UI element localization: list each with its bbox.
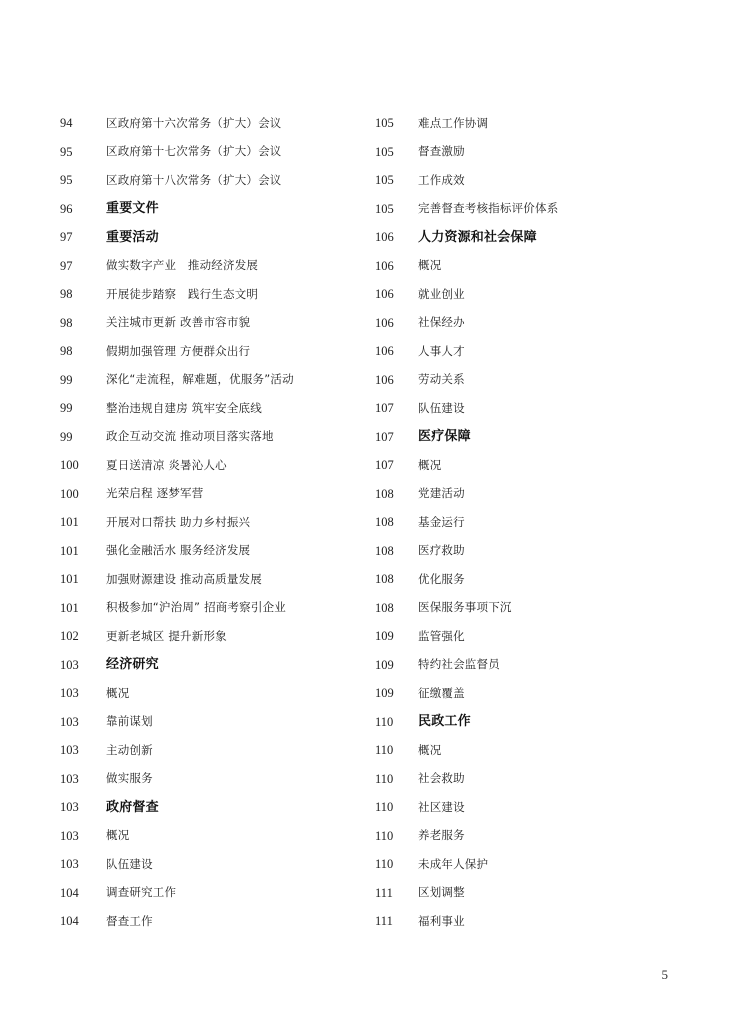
toc-entry [60, 850, 360, 879]
toc-entry-title: 劳动关系 [418, 372, 465, 386]
toc-entry-title: 人事人才 [418, 343, 465, 358]
toc-entry [375, 850, 705, 879]
toc-entry-title: 做实数字产业 推动经济发展 [106, 258, 259, 272]
toc-entry-title: 党建活动 [418, 486, 465, 500]
toc-page-number: 106 [375, 287, 394, 301]
toc-entry-title: 工作成效 [418, 172, 465, 187]
toc-page-number: 106 [375, 372, 394, 387]
toc-entry-title: 养老服务 [418, 828, 465, 842]
toc-page-number: 110 [375, 828, 394, 843]
toc-entry-title: 概况 [106, 828, 130, 842]
toc-page-number: 99 [60, 429, 73, 444]
toc-entry-title: 经济研究 [106, 657, 159, 673]
toc-entry [60, 679, 360, 708]
toc-entry [375, 679, 705, 708]
toc-entry-title: 区政府第十七次常务（扩大）会议 [106, 144, 282, 158]
toc-page-number: 110 [375, 743, 394, 757]
toc-entry [60, 166, 360, 195]
toc-entry [375, 907, 705, 936]
toc-entry-title: 主动创新 [106, 742, 153, 757]
toc-page-number: 110 [375, 714, 394, 729]
toc-entry-title: 调查研究工作 [106, 885, 177, 899]
toc-page-number: 103 [60, 686, 79, 700]
toc-page-number: 108 [375, 572, 394, 586]
toc-entry [60, 822, 360, 851]
toc-page-number: 106 [375, 258, 394, 273]
toc-entry-title: 未成年人保护 [418, 856, 489, 871]
toc-entry [375, 109, 705, 138]
toc-entry [375, 138, 705, 167]
toc-page-number: 100 [60, 486, 79, 501]
toc-section-heading [375, 423, 705, 452]
toc-page-number: 107 [375, 429, 394, 444]
toc-entry-title: 完善督查考核指标评价体系 [418, 201, 559, 215]
toc-entry-title: 医疗救助 [418, 543, 465, 557]
toc-section-heading [60, 195, 360, 224]
toc-page-number: 103 [60, 714, 79, 729]
toc-entry-title: 医保服务事项下沉 [418, 600, 512, 614]
toc-entry [375, 451, 705, 480]
toc-page-number: 98 [60, 315, 73, 330]
toc-entry-title: 特约社会监督员 [418, 657, 500, 671]
toc-entry [60, 594, 360, 623]
toc-entry-title: 监管强化 [418, 628, 465, 643]
toc-entry-title: 加强财源建设 推动高质量发展 [106, 571, 262, 586]
toc-entry-title: 光荣启程 逐梦军营 [106, 486, 204, 500]
toc-section-heading [375, 708, 705, 737]
toc-page-number: 110 [375, 857, 394, 871]
toc-page-number: 103 [60, 771, 79, 786]
toc-entry [60, 765, 360, 794]
toc-page-number: 101 [60, 600, 79, 615]
toc-entry [60, 879, 360, 908]
toc-entry [60, 480, 360, 509]
toc-entry-title: 概况 [418, 742, 442, 757]
toc-entry-title: 更新老城区 提升新形象 [106, 628, 227, 643]
toc-entry [375, 879, 705, 908]
toc-entry [60, 451, 360, 480]
toc-page-number: 96 [60, 201, 73, 216]
toc-entry-title: 概况 [418, 258, 442, 272]
toc-entry-title: 积极参加“沪治周” 招商考察引企业 [106, 600, 286, 614]
toc-page-number: 101 [60, 515, 79, 529]
toc-page-number: 109 [375, 686, 394, 700]
toc-page-number: 108 [375, 600, 394, 615]
toc-entry-title: 督查工作 [106, 913, 153, 928]
toc-page-number: 109 [375, 657, 394, 672]
toc-page-number: 106 [375, 315, 394, 330]
toc-entry-title: 医疗保障 [418, 429, 471, 445]
toc-entry [375, 166, 705, 195]
toc-entry-title: 社保经办 [418, 315, 465, 329]
toc-page-number: 109 [375, 629, 394, 643]
toc-entry [375, 366, 705, 395]
toc-entry [375, 651, 705, 680]
toc-entry [375, 622, 705, 651]
toc-entry-title: 队伍建设 [418, 400, 465, 415]
toc-left-column [60, 109, 360, 936]
toc-page-number: 106 [375, 230, 394, 244]
toc-entry-title: 就业创业 [418, 286, 465, 301]
toc-entry [375, 594, 705, 623]
toc-page-number: 95 [60, 173, 73, 187]
toc-page-number: 98 [60, 287, 73, 301]
page-number: 5 [661, 967, 668, 982]
toc-entry-title: 社区建设 [418, 799, 465, 814]
toc-entry [375, 793, 705, 822]
toc-entry [60, 537, 360, 566]
toc-entry-title: 征缴覆盖 [418, 685, 465, 700]
toc-entry [60, 309, 360, 338]
toc-page-number: 106 [375, 344, 394, 358]
toc-entry-title: 概况 [106, 685, 130, 700]
toc-entry-title: 开展徒步踏察 践行生态文明 [106, 286, 259, 301]
toc-entry [60, 337, 360, 366]
toc-section-heading [60, 223, 360, 252]
toc-entry [60, 708, 360, 737]
toc-entry [60, 366, 360, 395]
toc-entry-title: 优化服务 [418, 571, 465, 586]
toc-page-number: 103 [60, 828, 79, 843]
toc-page-number: 97 [60, 230, 73, 244]
toc-section-heading [60, 793, 360, 822]
toc-page-number: 105 [375, 116, 394, 130]
toc-page-number: 110 [375, 800, 394, 814]
toc-page-number: 108 [375, 543, 394, 558]
toc-entry-title: 区划调整 [418, 885, 465, 899]
toc-page-number: 100 [60, 458, 79, 472]
toc-page-number: 97 [60, 258, 73, 273]
toc-entry [375, 537, 705, 566]
toc-entry-title: 假期加强管理 方便群众出行 [106, 343, 251, 358]
toc-entry [60, 280, 360, 309]
toc-entry-title: 区政府第十八次常务（扩大）会议 [106, 172, 282, 187]
toc-page-number: 102 [60, 629, 79, 643]
toc-entry-title: 整治违规自建房 筑牢安全底线 [106, 400, 262, 415]
toc-page-number: 111 [375, 885, 393, 900]
toc-entry-title: 政府督查 [106, 799, 159, 815]
toc-entry-title: 夏日送清凉 炎暑沁人心 [106, 457, 227, 472]
toc-page-number: 103 [60, 743, 79, 757]
toc-page-number: 104 [60, 914, 79, 928]
toc-page-number: 105 [375, 173, 394, 187]
toc-entry [60, 565, 360, 594]
toc-page-number: 99 [60, 401, 73, 415]
toc-entry-title: 政企互动交流 推动项目落实落地 [106, 429, 274, 443]
toc-page-number: 101 [60, 543, 79, 558]
toc-page-number: 107 [375, 401, 394, 415]
toc-page-number: 94 [60, 116, 73, 130]
toc-entry [60, 252, 360, 281]
toc-page-number: 103 [60, 657, 79, 672]
toc-entry [60, 508, 360, 537]
toc-entry [60, 423, 360, 452]
toc-entry [375, 765, 705, 794]
toc-section-heading [375, 223, 705, 252]
toc-entry [375, 480, 705, 509]
toc-entry-title: 督查激励 [418, 144, 465, 158]
toc-section-heading [60, 651, 360, 680]
toc-entry-title: 开展对口帮扶 助力乡村振兴 [106, 514, 251, 529]
toc-entry [60, 907, 360, 936]
toc-entry-title: 区政府第十六次常务（扩大）会议 [106, 115, 282, 130]
toc-entry [375, 394, 705, 423]
toc-entry [375, 565, 705, 594]
toc-entry-title: 基金运行 [418, 514, 465, 529]
toc-entry [375, 252, 705, 281]
toc-page-number: 105 [375, 144, 394, 159]
toc-page-number: 105 [375, 201, 394, 216]
toc-entry [375, 822, 705, 851]
toc-page-number: 95 [60, 144, 73, 159]
toc-right-column [375, 109, 705, 936]
toc-entry [60, 138, 360, 167]
toc-page-number: 111 [375, 914, 393, 928]
toc-entry [375, 736, 705, 765]
toc-entry-title: 强化金融活水 服务经济发展 [106, 543, 251, 557]
toc-entry-title: 福利事业 [418, 913, 465, 928]
toc-entry-title: 重要文件 [106, 201, 159, 217]
toc-entry [60, 394, 360, 423]
toc-entry-title: 重要活动 [106, 229, 159, 245]
toc-entry [375, 508, 705, 537]
toc-page-number: 98 [60, 344, 73, 358]
toc-entry [60, 109, 360, 138]
toc-entry-title: 难点工作协调 [418, 115, 489, 130]
toc-entry [375, 195, 705, 224]
toc-entry-title: 队伍建设 [106, 856, 153, 871]
toc-page-number: 110 [375, 771, 394, 786]
toc-page-number: 99 [60, 372, 73, 387]
toc-entry [60, 622, 360, 651]
toc-entry-title: 做实服务 [106, 771, 153, 785]
toc-page-number: 103 [60, 800, 79, 814]
toc-entry-title: 靠前谋划 [106, 714, 153, 728]
toc-entry-title: 概况 [418, 457, 442, 472]
toc-page-number: 108 [375, 486, 394, 501]
toc-entry [60, 736, 360, 765]
toc-entry-title: 深化“走流程，解难题，优服务”活动 [106, 372, 294, 386]
toc-entry-title: 关注城市更新 改善市容市貌 [106, 315, 251, 329]
toc-page-number: 108 [375, 515, 394, 529]
toc-entry-title: 民政工作 [418, 714, 471, 730]
toc-entry-title: 人力资源和社会保障 [418, 229, 537, 245]
toc-page-number: 103 [60, 857, 79, 871]
toc-page-number: 101 [60, 572, 79, 586]
toc-entry [375, 280, 705, 309]
toc-page-number: 104 [60, 885, 79, 900]
toc-entry-title: 社会救助 [418, 771, 465, 785]
toc-entry [375, 309, 705, 338]
toc-page-number: 107 [375, 458, 394, 472]
toc-entry [375, 337, 705, 366]
